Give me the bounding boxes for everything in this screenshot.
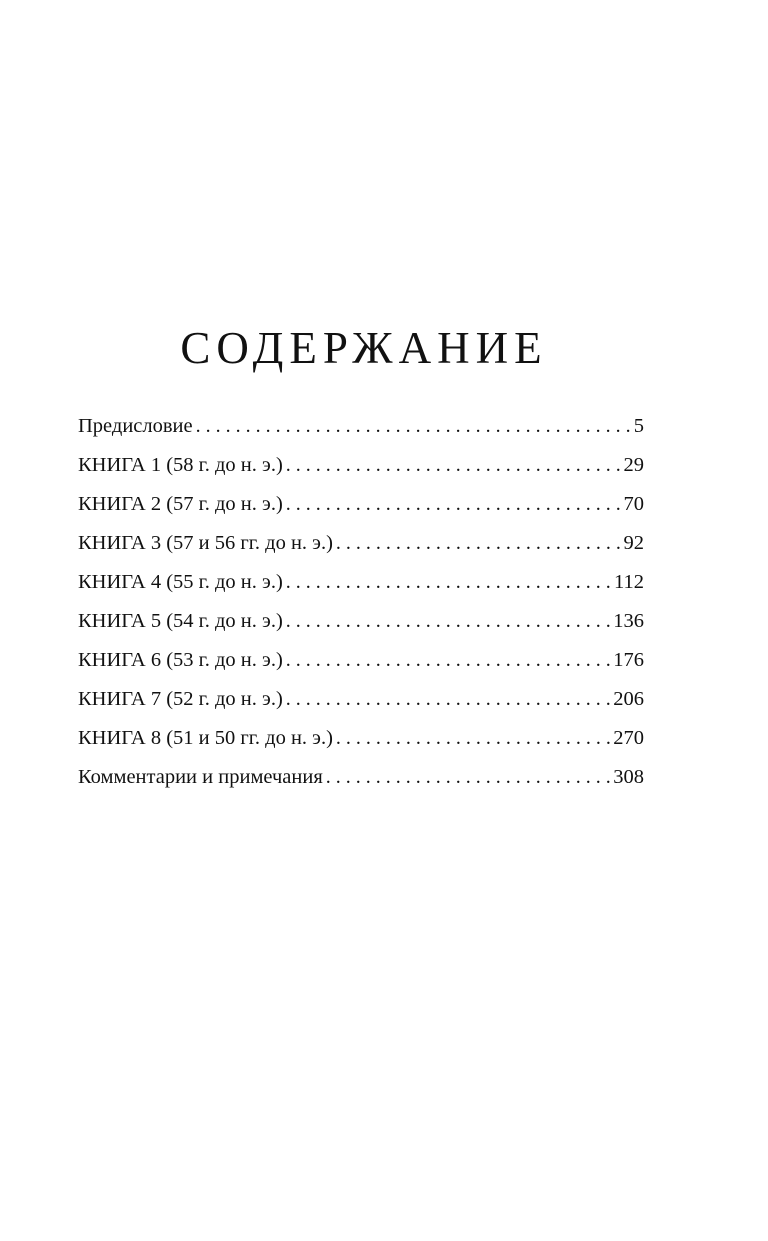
dot-leader [336,524,621,563]
toc-entry-book-1[interactable] [78,446,644,485]
page-title: СОДЕРЖАНИЕ [180,323,548,373]
toc-entry-book-5[interactable] [78,602,644,641]
dot-leader [286,563,611,602]
dot-leader [286,680,610,719]
toc-entry-page: 70 [623,493,644,515]
toc-entry-page: 92 [623,532,644,554]
dot-leader [196,407,631,446]
toc-entry-page: 176 [613,649,644,671]
toc-entry-book-8[interactable] [78,719,644,758]
dot-leader [326,758,610,797]
toc-entry-title: КНИГА 4 (55 г. до н. э.) [78,571,283,593]
toc-entry-title: КНИГА 3 (57 и 56 гг. до н. э.) [78,532,333,554]
toc-entry-commentary[interactable] [78,758,644,797]
toc-entry-page: 308 [613,766,644,788]
toc-entry-preface[interactable] [78,407,644,446]
dot-leader [286,446,621,485]
toc-entry-book-2[interactable] [78,485,644,524]
dot-leader [286,485,621,524]
table-of-contents [78,407,644,797]
dot-leader [336,719,610,758]
toc-entry-page: 29 [623,454,644,476]
toc-entry-title: Предисловие [78,415,193,437]
toc-entry-book-7[interactable] [78,680,644,719]
toc-entry-title: КНИГА 5 (54 г. до н. э.) [78,610,283,632]
toc-entry-page: 5 [633,415,644,437]
dot-leader [286,602,610,641]
toc-entry-title: КНИГА 7 (52 г. до н. э.) [78,688,283,710]
toc-entry-page: 206 [613,688,644,710]
toc-entry-title: КНИГА 6 (53 г. до н. э.) [78,649,283,671]
toc-entry-title: КНИГА 8 (51 и 50 гг. до н. э.) [78,727,333,749]
toc-entry-book-3[interactable] [78,524,644,563]
toc-entry-title: КНИГА 2 (57 г. до н. э.) [78,493,283,515]
toc-entry-page: 270 [613,727,644,749]
toc-entry-book-4[interactable] [78,563,644,602]
toc-entry-page: 136 [613,610,644,632]
dot-leader [286,641,610,680]
toc-entry-title: КНИГА 1 (58 г. до н. э.) [78,454,283,476]
toc-entry-page: 112 [614,571,644,593]
toc-entry-title: Комментарии и примечания [78,766,323,788]
toc-entry-book-6[interactable] [78,641,644,680]
